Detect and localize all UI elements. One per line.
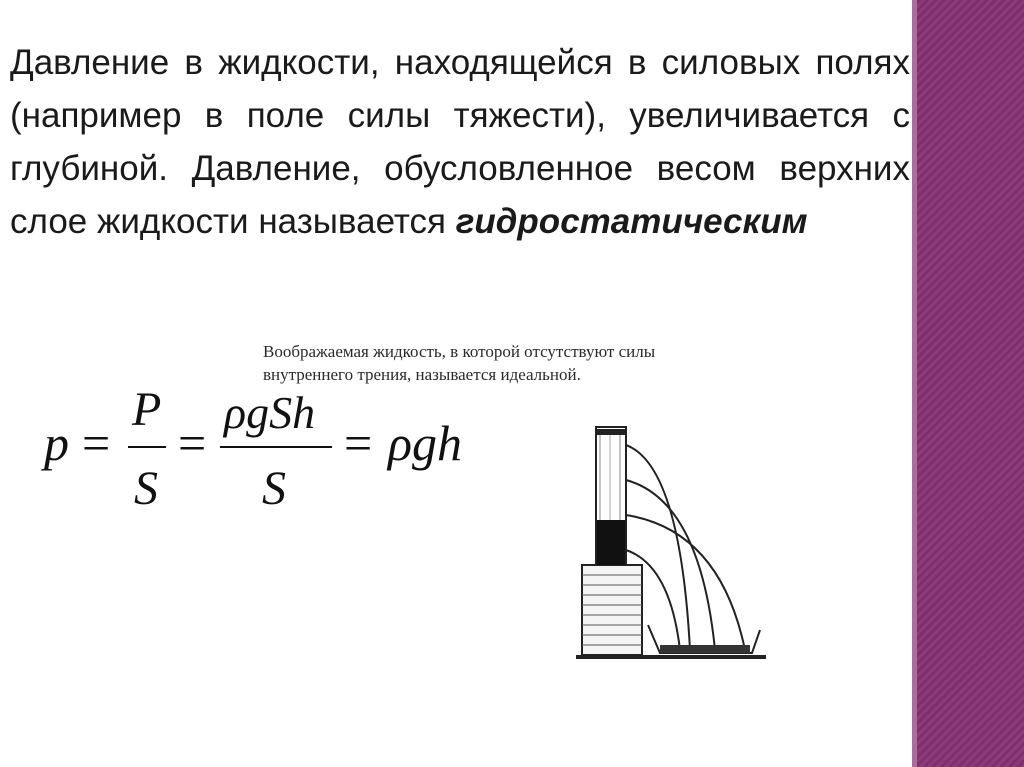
torricelli-vessel-illustration — [570, 405, 770, 667]
pedestal — [582, 565, 642, 655]
formula-lhs: p — [44, 415, 69, 471]
vessel — [596, 427, 626, 565]
formula-frac2-den: S — [262, 462, 286, 515]
formula-eq-1: = — [82, 415, 111, 471]
pressure-formula — [40, 380, 520, 520]
formula-frac1-den: S — [134, 462, 158, 515]
formula-frac1-num: P — [132, 383, 162, 436]
main-paragraph — [10, 36, 910, 248]
paragraph-text: Давление в жидкости, находящейся в силовых полях (например в поле силы тяжести), увеличивается с глубиной. Давление, обусловленное весом верхних слое жидкости называется — [10, 43, 910, 241]
side-decorative-band — [912, 0, 1024, 767]
formula-eq-2: = — [178, 415, 207, 471]
paragraph-emphasis: гидростатическим — [455, 202, 808, 241]
formula-frac2-num: ρgSh — [224, 387, 316, 438]
water-jets — [626, 445, 745, 650]
formula-eq-3: = — [344, 415, 373, 471]
side-band-edge — [912, 0, 917, 767]
formula-rhs: ρgh — [388, 415, 462, 471]
note-text: Воображаемая жидкость, в которой отсутствуют силы внутреннего трения, называется идеальной. — [263, 342, 656, 384]
